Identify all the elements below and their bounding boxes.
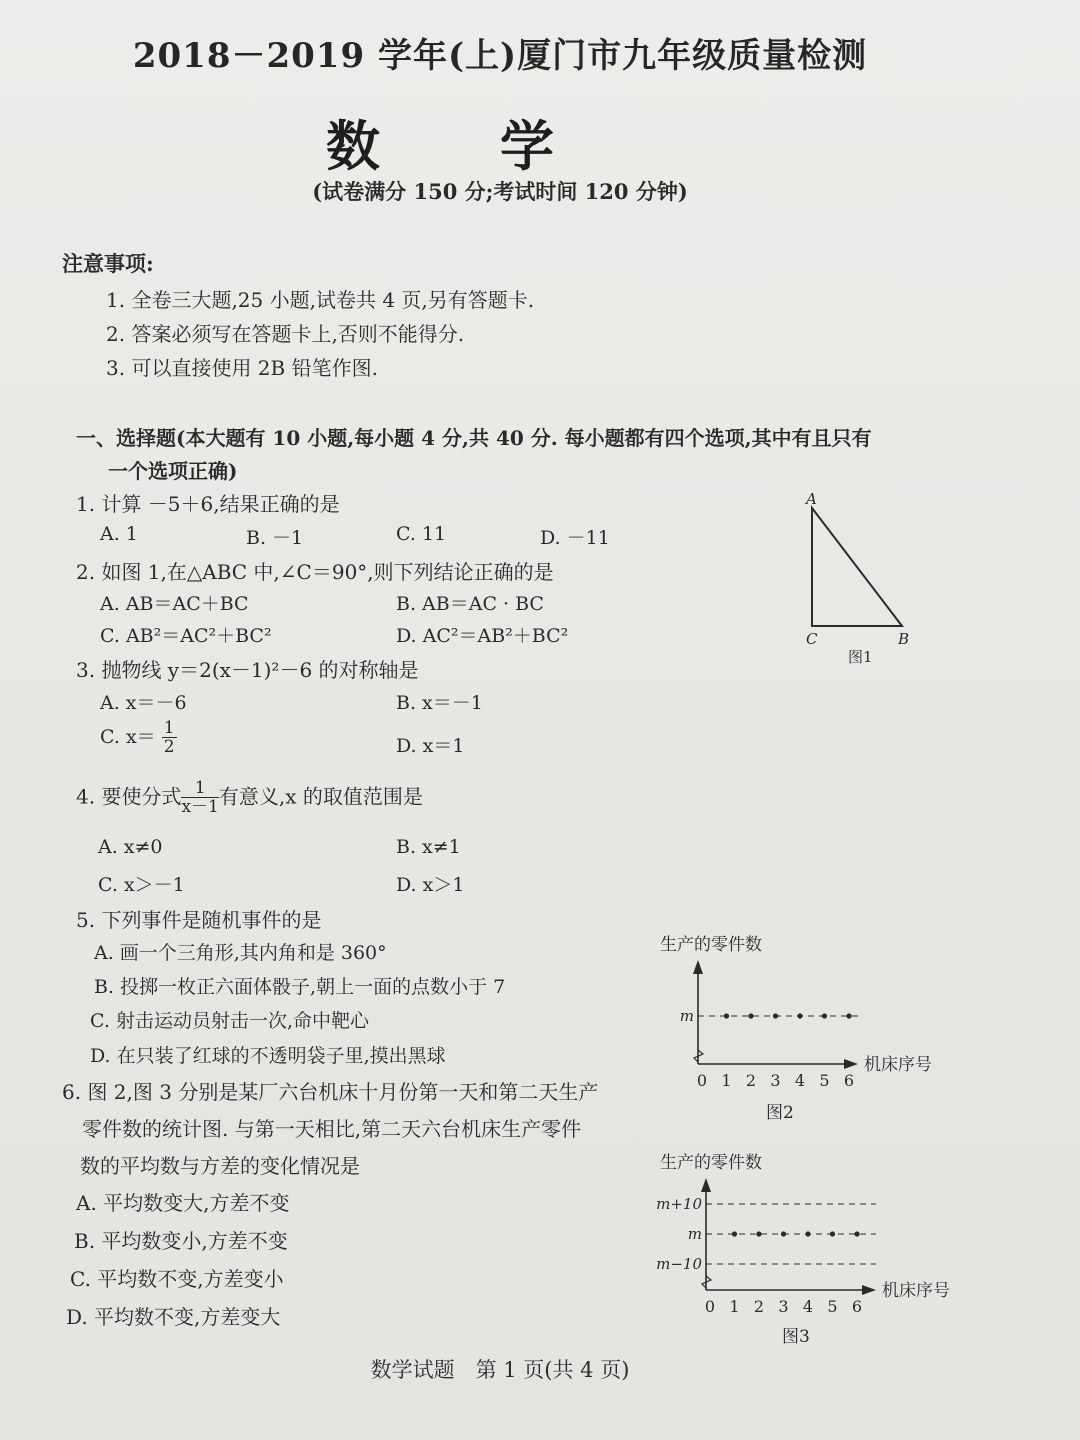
q6-option-c: C. 平均数不变,方差变小 xyxy=(70,1267,284,1291)
data-point xyxy=(773,1013,778,1018)
y-axis-label: 生产的零件数 xyxy=(660,935,762,955)
question-5-stem: 5. 下列事件是随机事件的是 xyxy=(76,908,322,932)
q6-option-a: A. 平均数变大,方差不变 xyxy=(76,1191,290,1215)
section-title: 一、选择题(本大题有 10 小题,每小题 4 分,共 40 分. 每小题都有四个选项,其中有且只有 xyxy=(76,426,872,450)
q4-stem-after: 有意义,x 的取值范围是 xyxy=(218,784,423,809)
question-6-stem-line2: 零件数的统计图. 与第一天相比,第二天六台机床生产零件 xyxy=(82,1117,582,1141)
q5-option-d: D. 在只装了红球的不透明袋子里,摸出黑球 xyxy=(90,1045,446,1067)
data-point xyxy=(748,1013,753,1018)
y-tick-label: m+10 xyxy=(656,1195,702,1213)
question-6-stem-line3: 数的平均数与方差的变化情况是 xyxy=(80,1154,360,1178)
notice-heading: 注意事项: xyxy=(62,251,154,276)
data-point xyxy=(854,1231,859,1236)
question-1-stem: 1. 计算 －5＋6,结果正确的是 xyxy=(76,492,340,516)
data-point xyxy=(724,1013,729,1018)
q4-option-b: B. x≠1 xyxy=(396,836,461,858)
question-6-stem-line1: 6. 图 2,图 3 分别是某厂六台机床十月份第一天和第二天生产 xyxy=(62,1080,599,1104)
question-2-stem: 2. 如图 1,在△ABC 中,∠C＝90°,则下列结论正确的是 xyxy=(76,560,554,584)
x-tick-label: 0 xyxy=(704,1297,716,1316)
chart-caption: 图3 xyxy=(782,1327,810,1347)
data-point xyxy=(846,1013,851,1018)
figure-3-chart xyxy=(650,1148,970,1354)
x-tick-label: 1 xyxy=(721,1071,732,1090)
data-point xyxy=(822,1013,827,1018)
fraction xyxy=(162,720,177,756)
data-point xyxy=(830,1231,835,1236)
y-axis-arrow xyxy=(701,1178,711,1192)
q5-option-c: C. 射击运动员射击一次,命中靶心 xyxy=(90,1010,369,1032)
q3-option-c xyxy=(100,720,177,756)
data-point xyxy=(781,1231,786,1236)
fraction-numerator: 1 xyxy=(163,718,175,738)
exam-info: (试卷满分 150 分;考试时间 120 分钟) xyxy=(312,179,688,204)
y-tick-label: m−10 xyxy=(656,1255,702,1273)
y-tick-label: m xyxy=(679,1007,694,1025)
triangle-abc xyxy=(812,508,902,626)
figure-2-chart xyxy=(650,930,960,1130)
vertex-c-label: C xyxy=(806,630,818,648)
exam-header-title: 2018－2019 学年(上)厦门市九年级质量检测 xyxy=(132,36,868,76)
fraction-numerator: 1 xyxy=(181,780,218,798)
x-axis-arrow xyxy=(862,1285,876,1295)
subject-title: 数学 xyxy=(326,114,674,178)
x-axis-arrow xyxy=(844,1059,858,1069)
question-3-stem: 3. 抛物线 y＝2(x－1)²－6 的对称轴是 xyxy=(76,658,419,682)
fraction-denominator: 2 xyxy=(163,737,175,757)
q3-option-a: A. x＝－6 xyxy=(100,692,187,714)
vertex-b-label: B xyxy=(898,630,910,648)
data-point xyxy=(805,1231,810,1236)
data-point xyxy=(797,1013,802,1018)
q2-option-b: B. AB＝AC · BC xyxy=(396,593,544,615)
q5-option-b: B. 投掷一枚正六面体骰子,朝上一面的点数小于 7 xyxy=(94,976,506,998)
question-4-stem xyxy=(76,780,423,816)
x-tick-label: 1 xyxy=(729,1297,740,1316)
x-tick-label: 3 xyxy=(770,1071,781,1090)
y-axis-label: 生产的零件数 xyxy=(660,1153,762,1173)
page-footer: 数学试题 第 1 页(共 4 页) xyxy=(370,1358,630,1382)
y-tick-label: m xyxy=(687,1225,702,1243)
x-axis-label: 机床序号 xyxy=(882,1281,950,1301)
x-tick-label: 3 xyxy=(778,1297,789,1316)
data-point xyxy=(756,1231,761,1236)
section-title-cont: 一个选项正确) xyxy=(108,459,238,483)
x-tick-label: 5 xyxy=(819,1071,830,1090)
q2-option-d: D. AC²＝AB²＋BC² xyxy=(396,625,569,647)
figure-1-caption: 图1 xyxy=(848,648,873,666)
notice-item: 1. 全卷三大题,25 小题,试卷共 4 页,另有答题卡. xyxy=(106,288,535,312)
chart-caption: 图2 xyxy=(766,1103,794,1123)
q1-option-b: B. －1 xyxy=(246,527,304,549)
q1-option-a: A. 1 xyxy=(100,523,138,545)
x-tick-label: 2 xyxy=(753,1297,765,1316)
q6-option-d: D. 平均数不变,方差变大 xyxy=(66,1305,281,1329)
x-tick-label: 4 xyxy=(802,1297,814,1316)
figure-1-triangle xyxy=(790,486,930,676)
fraction-denominator: x－1 xyxy=(181,797,219,817)
q2-option-a: A. AB＝AC＋BC xyxy=(100,593,249,615)
q4-stem-before: 4. 要使分式 xyxy=(76,784,182,809)
q1-option-d: D. －11 xyxy=(540,527,610,549)
y-axis-arrow xyxy=(693,960,703,974)
q1-option-c: C. 11 xyxy=(396,523,447,545)
q3-option-d: D. x＝1 xyxy=(396,735,465,757)
q3-option-b: B. x＝－1 xyxy=(396,692,483,714)
data-point xyxy=(732,1231,737,1236)
x-tick-label: 5 xyxy=(827,1297,838,1316)
x-tick-label: 4 xyxy=(794,1071,806,1090)
notice-item: 2. 答案必须写在答题卡上,否则不能得分. xyxy=(106,322,465,346)
x-tick-label: 0 xyxy=(696,1071,708,1090)
x-tick-label: 6 xyxy=(843,1071,855,1090)
notice-item: 3. 可以直接使用 2B 铅笔作图. xyxy=(106,356,378,380)
x-tick-label: 2 xyxy=(745,1071,757,1090)
q4-option-c: C. x＞－1 xyxy=(98,874,185,896)
q3-option-c-label: C. x＝ xyxy=(100,726,156,748)
fraction xyxy=(181,780,218,816)
q6-option-b: B. 平均数变小,方差不变 xyxy=(74,1229,288,1253)
x-tick-label: 6 xyxy=(851,1297,863,1316)
q4-option-d: D. x＞1 xyxy=(396,874,465,896)
q5-option-a: A. 画一个三角形,其内角和是 360° xyxy=(94,942,387,964)
q2-option-c: C. AB²＝AC²＋BC² xyxy=(100,625,272,647)
vertex-a-label: A xyxy=(806,490,817,508)
q4-option-a: A. x≠0 xyxy=(98,836,163,858)
x-axis-label: 机床序号 xyxy=(864,1055,932,1075)
